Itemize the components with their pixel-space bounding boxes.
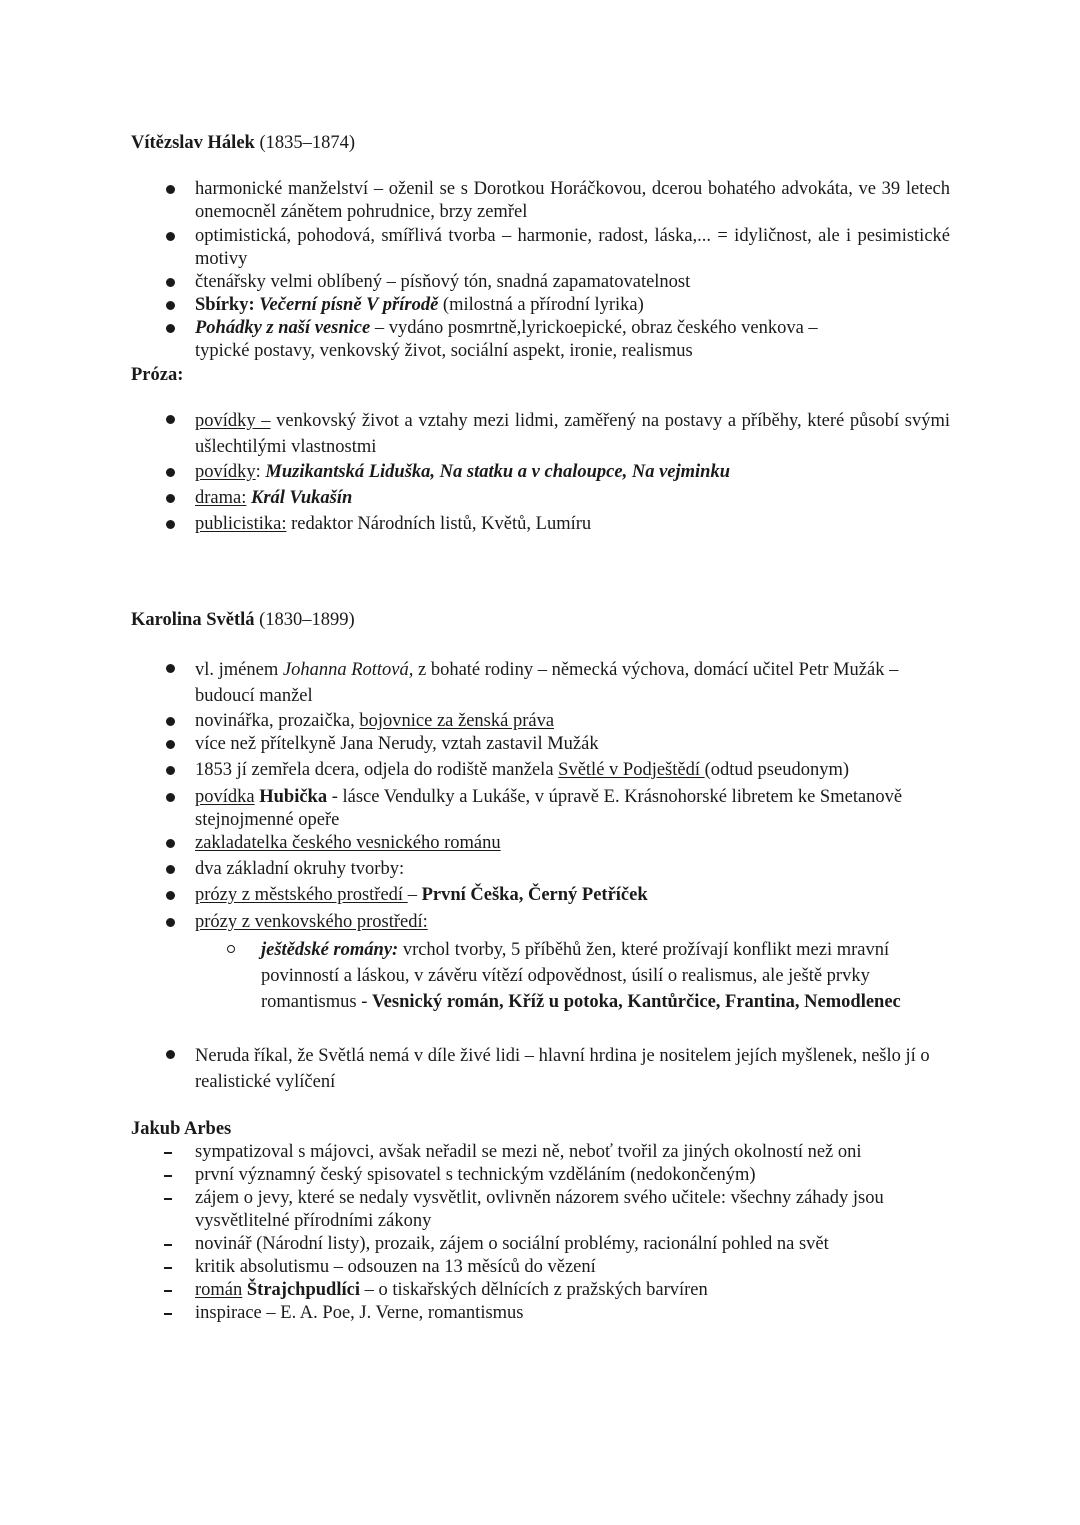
arbes-item-technical: první významný český spisovatel s technickým vzděláním (nedokončeným) — [195, 1165, 756, 1185]
povidky-intro-text: venkovský život a vztahy mezi lidmi, zaměřený na postavy a příběhy, které působí svými ušlechtilými vlastnostmi — [195, 411, 950, 457]
halek-item-marriage: harmonické manželství – oženil se s Dorotkou Horáčkovou, dcerou bohatého advokáta, ve 39 letech onemocněl zánětem pohrudnice, brzy zemřel — [195, 179, 950, 222]
dash-icon — [164, 1198, 172, 1200]
arbes-item-roman: román Štrajchpudlíci – o tiskařských dělnících z pražských barvíren — [195, 1280, 708, 1300]
roman-title: Štrajchpudlíci — [246, 1280, 360, 1300]
povidky-intro-label: povídky – — [195, 411, 271, 431]
dash-icon — [164, 1290, 172, 1292]
halek-name: Vítězslav Hálek — [131, 133, 255, 153]
arbes-name: Jakub Arbes — [131, 1119, 232, 1139]
bullet-icon — [166, 415, 175, 424]
bullet-icon — [166, 301, 175, 310]
svetla-item-mestske: prózy z městského prostředí – První Češka, Černý Petříček — [195, 885, 648, 905]
arbes-item-journalist: novinář (Národní listy), prozaik, zájem o sociální problémy, racionální pohled na svět — [195, 1234, 829, 1254]
bullet-icon — [166, 664, 175, 673]
halek-item-povidky-intro — [195, 408, 950, 460]
bullet-icon — [166, 740, 175, 749]
halek-item-drama — [195, 487, 950, 510]
sbirky-note: (milostná a přírodní lyrika) — [438, 295, 644, 315]
arbes-item-prison: kritik absolutismu – odsouzen na 13 měsíců do vězení — [195, 1257, 596, 1277]
drama-label: drama: — [195, 488, 247, 508]
svetla-years: (1830–1899) — [259, 610, 355, 630]
halek-item-popularity: čtenářsky velmi oblíbený – písňový tón, snadná zapamatovatelnost — [195, 272, 691, 292]
arbes-item-mysteries: zájem o jevy, které se nedaly vysvětlit, ovlivněn názorem svého učitele: všechny záhady jsou vysvětlitelné přírodními zákony — [195, 1188, 884, 1231]
bullet-icon — [166, 232, 175, 241]
povidky-titles: Muzikantská Liduška, Na statku a v chaloupce, Na vejminku — [265, 462, 731, 482]
svetla-item-pseudonym: 1853 jí zemřela dcera, odjela do rodiště manžela Světlé v Podještědí (odtud pseudonym) — [195, 760, 850, 780]
bullet-icon — [166, 891, 175, 900]
pohadky-title: Pohádky z naší vesnice — [195, 318, 371, 338]
dash-icon — [164, 1267, 172, 1269]
halek-heading — [131, 132, 355, 155]
halek-years: (1835–1874) — [259, 133, 356, 153]
halek-item-tone: optimistická, pohodová, smířlivá tvorba – harmonie, radost, láska,... = idyličnost, ale i pesimistické motivy — [195, 226, 950, 269]
svetla-item-profession: novinářka, prozaička, bojovnice za ženská práva — [195, 711, 555, 731]
drama-title: Král Vukašín — [251, 488, 353, 508]
bullet-icon — [166, 865, 175, 874]
publicistika-text: redaktor Národních listů, Květů, Lumíru — [286, 514, 592, 534]
bullet-icon — [166, 839, 175, 848]
halek-item-pohadky — [195, 317, 950, 363]
mestske-titles: První Češka, Černý Petříček — [421, 885, 648, 905]
svetla-item-name: vl. jménem Johanna Rottová, z bohaté rodiny – německá výchova, domácí učitel Petr Mužák – budoucí manžel — [195, 660, 899, 706]
svetla-item-neruda: více než přítelkyně Jana Nerudy, vztah zastavil Mužák — [195, 734, 599, 754]
bullet-icon — [166, 766, 175, 775]
svetla-subitem-jestedske: ještědské romány: vrchol tvorby, 5 příběhů žen, které prožívají konflikt mezi mravní povinností a láskou, v závěru vítězí odpovědnost, úsilí o realismus, ale ještě prvky romantismus - Vesnický román, Kříž u potoka, Kantůrčice, Frantina, Nemodlenec — [261, 940, 901, 1012]
bullet-icon — [166, 185, 175, 194]
dash-icon — [164, 1244, 172, 1246]
jestedske-label: ještědské romány: — [261, 940, 399, 960]
bullet-icon — [166, 494, 175, 503]
bullet-icon — [166, 918, 175, 927]
bullet-icon — [166, 278, 175, 287]
pohadky-text-1: – vydáno posmrtně,lyrickoepické, obraz českého venkova – — [370, 318, 818, 338]
publicistika-label: publicistika: — [195, 514, 287, 534]
svetla-item-hubicka: povídka Hubička - lásce Vendulky a Lukáše, v úpravě E. Krásnohorské libretem ke Smetanově stejnojmenné opeře — [195, 787, 903, 830]
bullet-icon — [166, 1050, 175, 1059]
svetla-item-venkovske: prózy z venkovského prostředí: — [195, 912, 428, 932]
svetla-name: Karolina Světlá — [131, 610, 255, 630]
halek-item-publicistika — [195, 513, 950, 536]
dash-icon — [164, 1175, 172, 1177]
hubicka-title: Hubička — [259, 787, 328, 807]
sbirky-label: Sbírky: — [195, 295, 255, 315]
svetla-item-founder: zakladatelka českého vesnického románu — [195, 833, 501, 853]
povidky-label: povídky — [195, 462, 256, 482]
halek-item-sbirky — [195, 294, 950, 317]
circle-bullet-icon — [227, 945, 235, 953]
bullet-icon — [166, 717, 175, 726]
dash-icon — [164, 1313, 172, 1315]
bullet-icon — [166, 793, 175, 802]
jestedske-titles: Vesnický román, Kříž u potoka, Kantůrčice, Frantina, Nemodlenec — [372, 992, 901, 1012]
svetla-item-neruda-critique: Neruda říkal, že Světlá nemá v díle živé lidi – hlavní hrdina je nositelem jejích myšlenek, nešlo jí o realistické vylíčení — [195, 1046, 930, 1092]
arbes-item-majovci: sympatizoval s májovci, avšak neřadil se mezi ně, neboť tvořil za jiných okolností než oni — [195, 1142, 862, 1162]
svetla-heading — [131, 609, 355, 632]
bullet-icon — [166, 468, 175, 477]
svetla-item-okruhy: dva základní okruhy tvorby: — [195, 859, 405, 879]
sbirky-titles: Večerní písně V přírodě — [259, 295, 439, 315]
proza-label: Próza: — [131, 365, 184, 385]
bullet-icon — [166, 324, 175, 333]
arbes-heading — [131, 1118, 231, 1141]
dash-icon — [164, 1152, 172, 1154]
pohadky-text-2: typické postavy, venkovský život, sociální aspekt, ironie, realismus — [195, 341, 693, 361]
arbes-item-inspirace: inspirace – E. A. Poe, J. Verne, romantismus — [195, 1303, 524, 1323]
halek-item-povidky: povídky: Muzikantská Liduška, Na statku a v chaloupce, Na vejminku — [195, 462, 731, 482]
bullet-icon — [166, 520, 175, 529]
real-name: Johanna Rottová, — [282, 660, 414, 680]
